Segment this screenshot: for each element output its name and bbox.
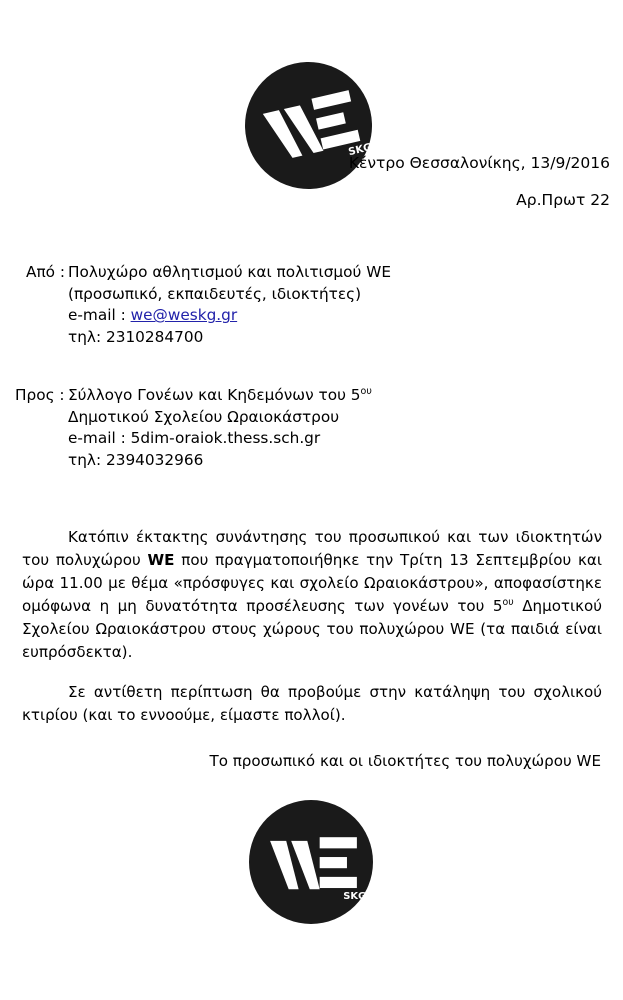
recipient-school: Δημοτικού Σχολείου Ωραιοκάστρου: [68, 407, 340, 426]
signature-line: Το προσωπικό και οι ιδιοκτήτες του πολυχώρου WE: [209, 752, 601, 770]
letter-body: [22, 526, 602, 727]
logo-artwork: [249, 800, 373, 924]
sender-name: Πολυχώρο αθλητισμού και πολιτισμού WE: [68, 263, 392, 281]
body-p1-segment-2: που πραγματοποιήθηκε την Τρίτη 13 Σεπτεμβρίου και ώρα 11.00 με θέμα «πρόσφυγες και σχολείο Ωραιοκάστρου», αποφασίστηκε ομόφωνα η μη δυνατότητα προσέλευσης των γονέων του 5: [22, 550, 602, 615]
body-p1-segment-1: Κατόπιν έκτακτης συνάντησης του προσωπικού και των ιδιοκτητών του πολυχώρου: [22, 528, 602, 569]
body-p1-ordinal-suffix: ου: [502, 596, 514, 608]
sender-row: [26, 262, 391, 349]
recipient-name-text: Σύλλογο Γονέων και Κηδεμόνων του 5: [68, 386, 361, 404]
body-paragraph-1: [22, 526, 602, 664]
recipient-row: [15, 385, 372, 472]
body-p1-segment-3: Δημοτικού Σχολείου Ωραιοκάστρου στους χώρους του πολυχώρου WE (τα παιδιά είναι ευπρόσδεκτα).: [22, 596, 602, 661]
sender-lines: [68, 262, 391, 349]
header-protocol-number: Αρ.Πρωτ 22: [516, 191, 610, 209]
sender-block: [26, 262, 391, 349]
recipient-lines: [68, 385, 372, 472]
logo-e-bar-mid: [320, 857, 347, 868]
body-p1-brand: WE: [147, 550, 175, 569]
logo-e-bar-top: [311, 90, 351, 110]
recipient-name: [68, 385, 372, 407]
logo-e-bar-mid: [316, 112, 346, 129]
recipient-block: [15, 385, 372, 472]
logo-e-bar-top: [320, 837, 357, 848]
we-skg-logo-bottom: [249, 800, 373, 924]
sender-email-link[interactable]: we@weskg.gr: [130, 306, 238, 325]
body-paragraph-2: Σε αντίθετη περίπτωση θα προβούμε στην κατάληψη του σχολικού κτιρίου (και το εννοούμε, είμαστε πολλοί).: [22, 682, 602, 724]
logo-e-bar-bottom: [320, 877, 357, 888]
recipient-email-line: [68, 428, 372, 450]
sender-subtitle: (προσωπικό, εκπαιδευτές, ιδιοκτήτες): [68, 284, 362, 303]
logo-skg-text: SKG: [343, 891, 367, 903]
recipient-label: Προς :: [15, 386, 65, 404]
sender-email-label: e-mail :: [68, 306, 131, 325]
we-skg-logo-top: [232, 49, 384, 201]
sender-email-line: [68, 305, 391, 327]
recipient-email-label: e-mail :: [68, 429, 131, 448]
recipient-ordinal-suffix: ου: [360, 385, 372, 397]
recipient-email-value: 5dim-oraiok.thess.sch.gr: [130, 429, 321, 448]
logo-artwork: [232, 49, 384, 201]
logo-skg-text: SKG: [347, 142, 373, 159]
sender-phone: τηλ: 2310284700: [68, 328, 204, 347]
sender-label: Από :: [26, 263, 66, 281]
recipient-phone: τηλ: 2394032966: [68, 451, 204, 470]
header-place-date: Κέντρο Θεσσαλονίκης, 13/9/2016: [348, 154, 610, 172]
